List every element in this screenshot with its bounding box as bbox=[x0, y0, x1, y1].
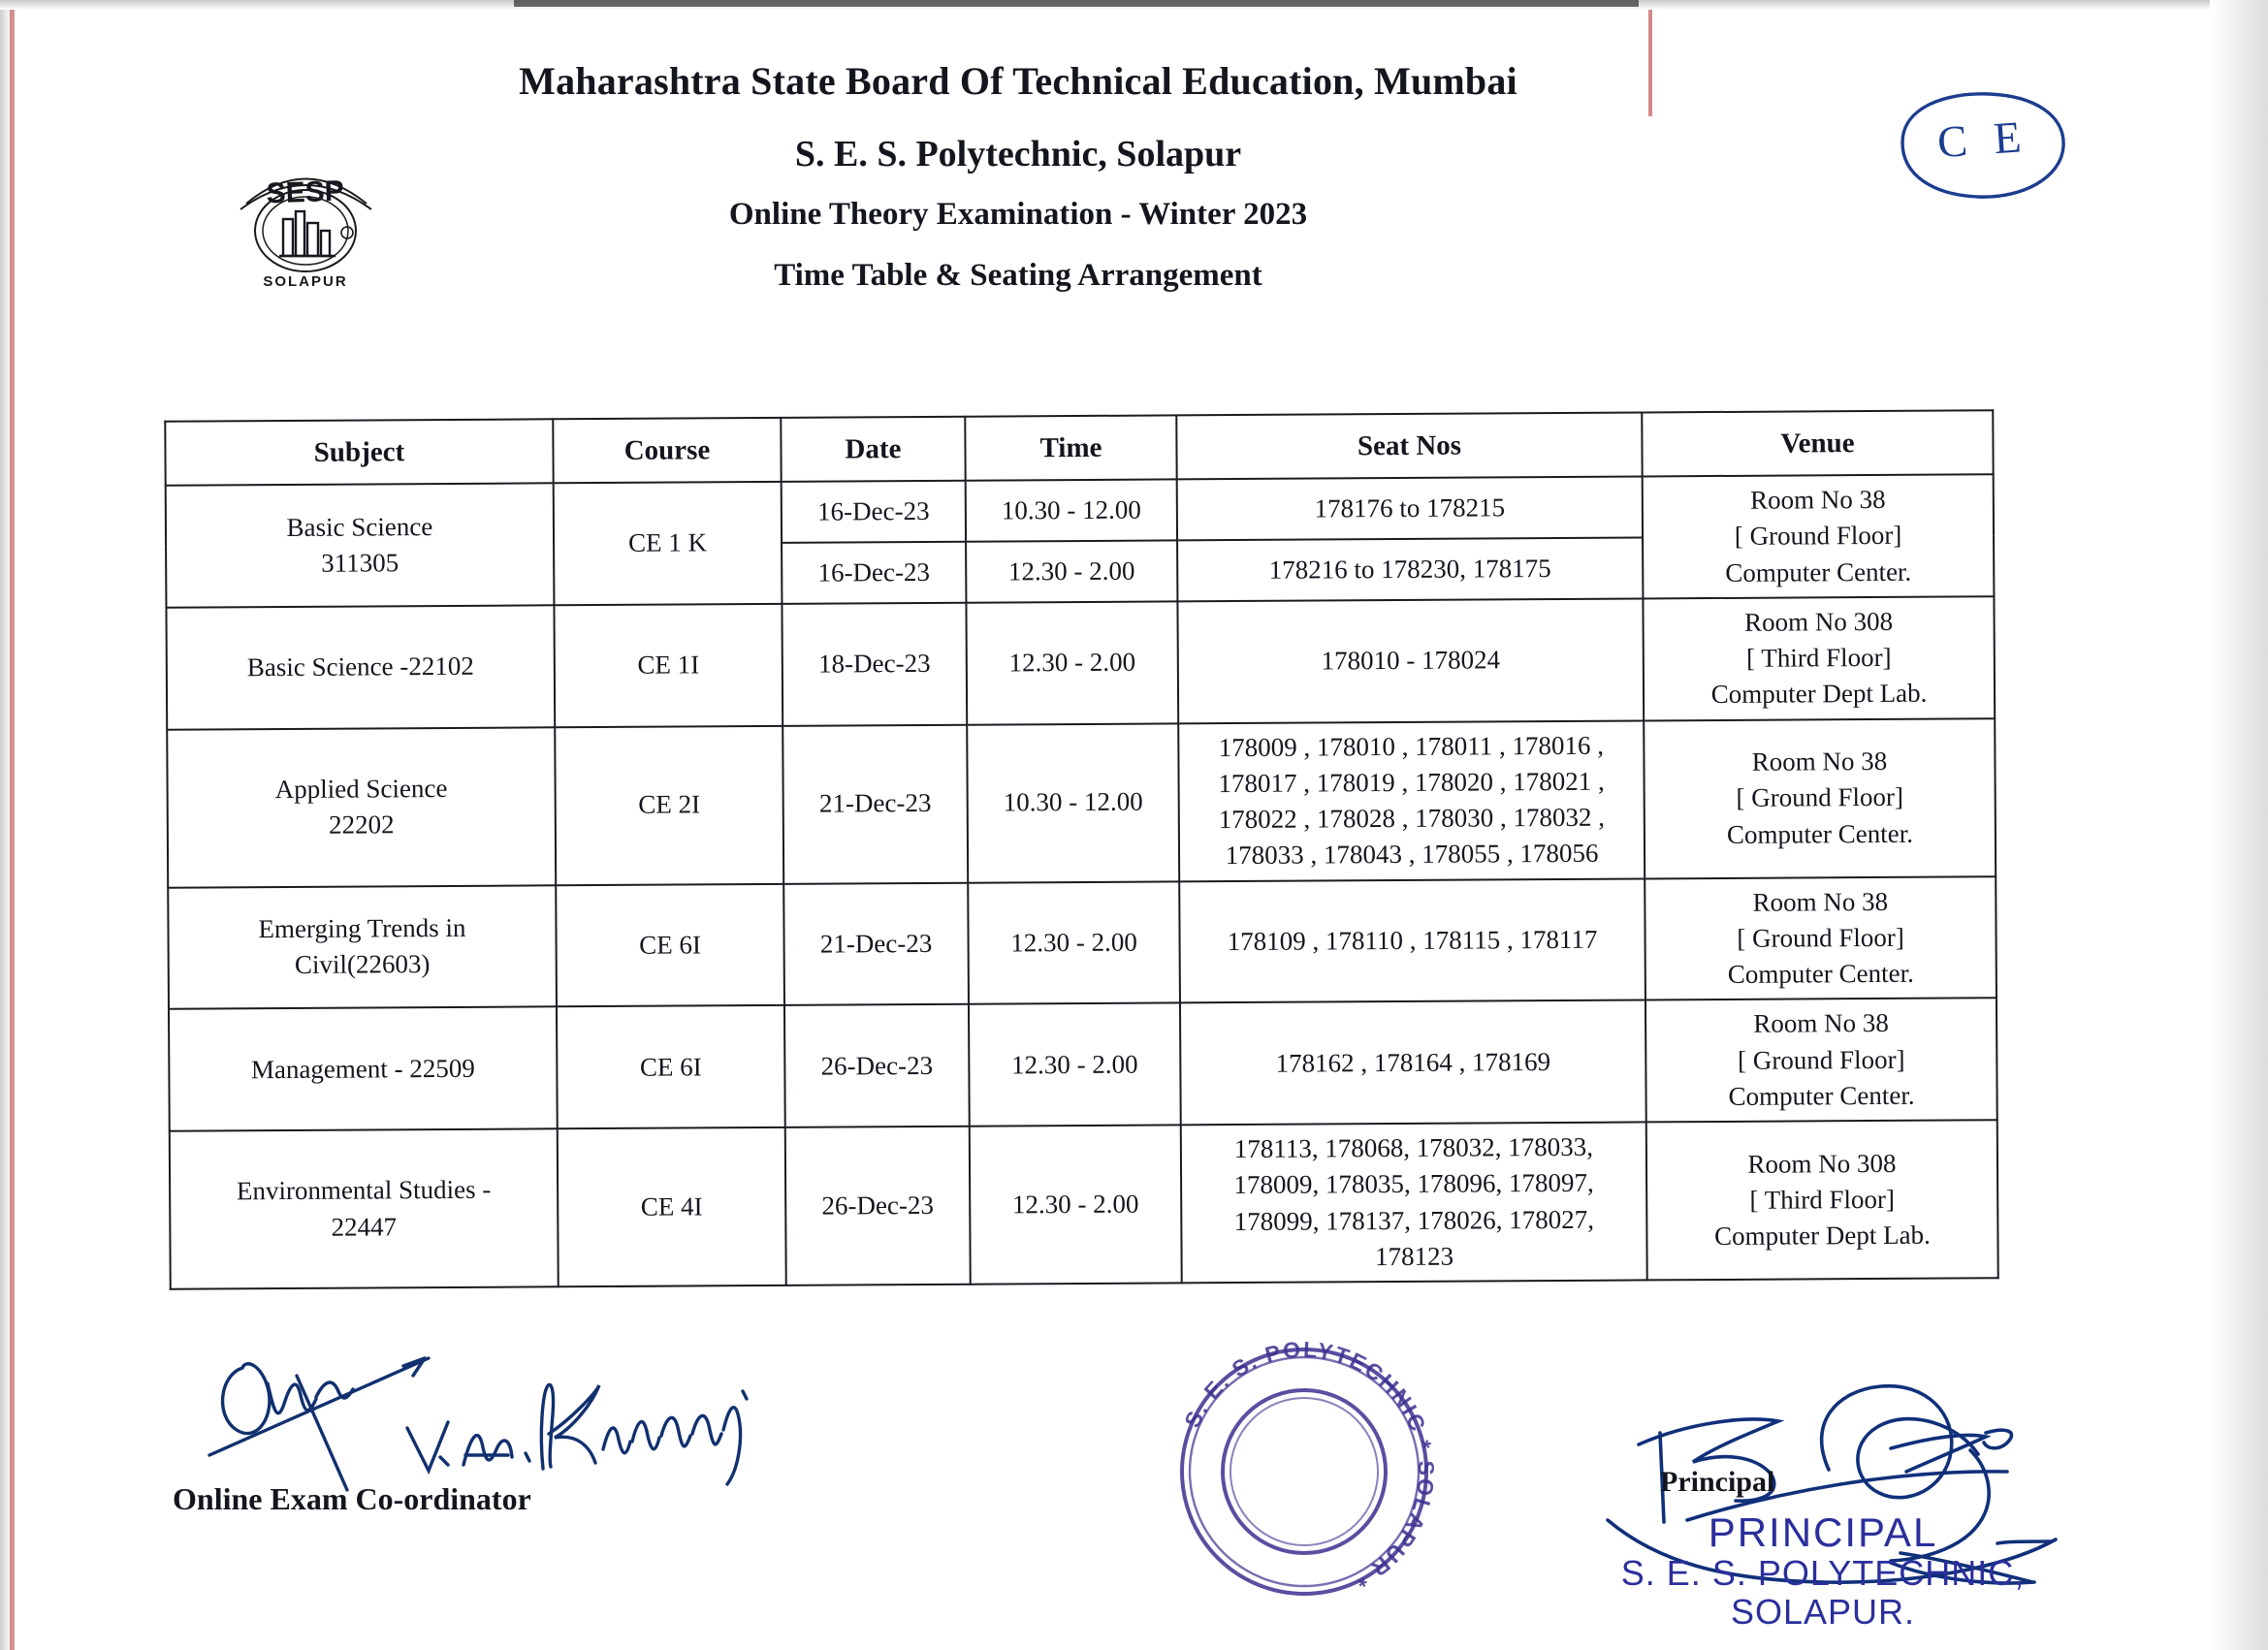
cell-seat-nos: 178216 to 178230, 178175 bbox=[1177, 537, 1643, 601]
cell-venue bbox=[1645, 876, 1996, 1000]
cell-time: 10.30 - 12.00 bbox=[966, 479, 1177, 541]
subject-code: 311305 bbox=[321, 548, 399, 578]
scan-top-shadow bbox=[514, 0, 1639, 7]
venue-floor: [ Ground Floor] bbox=[1734, 521, 1902, 552]
cell-course: CE 2I bbox=[555, 725, 783, 884]
subject-name: Emerging Trends in bbox=[258, 912, 466, 944]
seat-line: 178033 , 178043 , 178055 , 178056 bbox=[1225, 838, 1599, 871]
col-header-date: Date bbox=[781, 417, 965, 482]
subject-name: Basic Science bbox=[286, 511, 433, 542]
col-header-subject: Subject bbox=[165, 419, 553, 485]
venue-place: Computer Center. bbox=[1725, 556, 1912, 587]
board-name: Maharashtra State Board Of Technical Education, Mumbai bbox=[519, 59, 1517, 103]
cell-time: 10.30 - 12.00 bbox=[967, 723, 1179, 882]
venue-place: Computer Center. bbox=[1727, 958, 1914, 989]
venue-place: Computer Dept Lab. bbox=[1713, 1220, 1931, 1252]
venue-floor: [ Ground Floor] bbox=[1737, 922, 1904, 953]
document-header bbox=[0, 58, 2036, 294]
venue-room: Room No 38 bbox=[1752, 886, 1889, 917]
cell-seat-nos: 178176 to 178215 bbox=[1177, 476, 1643, 540]
venue-place: Computer Dept Lab. bbox=[1710, 678, 1928, 710]
cell-seat-nos bbox=[1181, 1122, 1647, 1283]
seat-line: 178123 bbox=[1374, 1241, 1454, 1271]
cell-date: 21-Dec-23 bbox=[783, 882, 969, 1005]
subject-name: Management - 22509 bbox=[250, 1053, 475, 1084]
subject-code: 22202 bbox=[328, 809, 395, 840]
venue-room: Room No 38 bbox=[1749, 484, 1886, 515]
stamp-line-principal: PRINCIPAL bbox=[1708, 1509, 1938, 1555]
subject-name: Basic Science -22102 bbox=[246, 650, 474, 682]
subject-name: Applied Science bbox=[274, 773, 448, 804]
cell-course: CE 6I bbox=[557, 1005, 785, 1128]
cell-venue bbox=[1643, 474, 1995, 598]
cell-course: CE 1I bbox=[554, 604, 783, 727]
timetable-container bbox=[164, 409, 1996, 1289]
cell-course: CE 1 K bbox=[554, 482, 783, 605]
cell-seat-nos bbox=[1178, 720, 1645, 881]
cell-date: 16-Dec-23 bbox=[782, 481, 966, 543]
coordinator-label: Online Exam Co-ordinator bbox=[173, 1481, 531, 1516]
cell-time: 12.30 - 2.00 bbox=[968, 881, 1180, 1004]
page-title: Time Table & Seating Arrangement bbox=[774, 258, 1262, 293]
cell-time: 12.30 - 2.00 bbox=[966, 540, 1177, 602]
principal-stamp bbox=[1551, 1509, 2094, 1650]
table-row bbox=[169, 998, 1997, 1130]
venue-place: Computer Center. bbox=[1728, 1080, 1915, 1111]
table-row bbox=[170, 1120, 1998, 1289]
seat-line: 178099, 178137, 178026, 178027, bbox=[1233, 1204, 1595, 1236]
seat-line: 178113, 178068, 178032, 178033, bbox=[1233, 1131, 1594, 1164]
venue-floor: [ Ground Floor] bbox=[1736, 782, 1904, 813]
cell-seat-nos: 178109 , 178110 , 178115 , 178117 bbox=[1179, 878, 1645, 1003]
col-header-time: Time bbox=[965, 415, 1176, 480]
cell-time: 12.30 - 2.00 bbox=[970, 1125, 1182, 1284]
venue-floor: [ Third Floor] bbox=[1749, 1184, 1896, 1215]
venue-room: Room No 308 bbox=[1747, 1148, 1897, 1179]
col-header-venue: Venue bbox=[1642, 410, 1993, 476]
cell-time: 12.30 - 2.00 bbox=[969, 1003, 1181, 1126]
cell-date: 26-Dec-23 bbox=[785, 1126, 971, 1285]
cell-venue bbox=[1645, 998, 1997, 1122]
seat-line: 178009 , 178010 , 178011 , 178016 , bbox=[1218, 730, 1605, 762]
table-row bbox=[166, 596, 1995, 729]
timetable bbox=[164, 409, 1998, 1290]
cell-subject bbox=[167, 727, 556, 887]
table-row bbox=[168, 876, 1996, 1009]
venue-room: Room No 308 bbox=[1743, 606, 1894, 637]
handwritten-signature-icon bbox=[204, 1333, 805, 1503]
handwritten-branch-annotation bbox=[1881, 82, 2085, 213]
cell-seat-nos: 178010 - 178024 bbox=[1177, 598, 1644, 723]
stamp-line-institute: S. E. S. POLYTECHNIC, bbox=[1620, 1552, 2026, 1593]
table-header-row bbox=[165, 410, 1993, 486]
cell-venue bbox=[1643, 596, 1995, 720]
col-header-course: Course bbox=[553, 418, 781, 483]
cell-course: CE 6I bbox=[556, 883, 784, 1006]
venue-room: Room No 38 bbox=[1753, 1008, 1889, 1039]
round-stamp-icon bbox=[1159, 1326, 1450, 1617]
cell-time: 12.30 - 2.00 bbox=[966, 601, 1178, 724]
stamp-line-city: SOLAPUR. bbox=[1730, 1592, 1916, 1633]
col-header-seat-nos: Seat Nos bbox=[1176, 412, 1642, 479]
coordinator-signature bbox=[204, 1333, 805, 1503]
seat-line: 178009, 178035, 178096, 178097, bbox=[1233, 1168, 1594, 1200]
branch-code-text: C E bbox=[1935, 111, 2030, 168]
office-round-stamp bbox=[1159, 1326, 1450, 1617]
cell-seat-nos: 178162 , 178164 , 178169 bbox=[1180, 1000, 1646, 1126]
venue-floor: [ Third Floor] bbox=[1745, 642, 1892, 673]
seat-line: 178017 , 178019 , 178020 , 178021 , bbox=[1218, 766, 1605, 798]
svg-text:S. E. S. POLYTECHNIC * SOLAPUR: S. E. S. POLYTECHNIC * SOLAPUR * bbox=[1179, 1336, 1440, 1595]
scan-right-edge bbox=[2210, 0, 2268, 1650]
venue-room: Room No 38 bbox=[1751, 746, 1888, 777]
cell-venue bbox=[1644, 718, 1996, 878]
subject-code: 22447 bbox=[331, 1211, 398, 1242]
venue-place: Computer Center. bbox=[1726, 818, 1913, 849]
subject-code: Civil(22603) bbox=[294, 949, 431, 980]
seat-line: 178022 , 178028 , 178030 , 178032 , bbox=[1218, 802, 1606, 835]
venue-floor: [ Ground Floor] bbox=[1737, 1044, 1905, 1075]
cell-venue bbox=[1646, 1120, 1998, 1280]
cell-course: CE 4I bbox=[558, 1127, 786, 1286]
cell-subject bbox=[166, 483, 555, 607]
cell-date: 21-Dec-23 bbox=[783, 724, 968, 883]
cell-subject bbox=[168, 885, 557, 1009]
cell-date: 18-Dec-23 bbox=[782, 602, 967, 725]
table-row bbox=[167, 718, 1996, 888]
cell-date: 16-Dec-23 bbox=[782, 542, 966, 604]
principal-label: Principal bbox=[1660, 1466, 1775, 1498]
cell-subject bbox=[166, 605, 555, 729]
svg-text:SOLAPUR: SOLAPUR bbox=[263, 273, 348, 290]
exam-name: Online Theory Examination - Winter 2023 bbox=[728, 197, 1308, 232]
institute-name: S. E. S. Polytechnic, Solapur bbox=[794, 134, 1242, 175]
svg-text:SESP: SESP bbox=[266, 175, 345, 210]
cell-date: 26-Dec-23 bbox=[784, 1004, 970, 1127]
cell-subject bbox=[170, 1128, 559, 1288]
cell-subject bbox=[169, 1007, 558, 1131]
table-row bbox=[166, 474, 1994, 546]
subject-name: Environmental Studies - bbox=[236, 1174, 492, 1206]
